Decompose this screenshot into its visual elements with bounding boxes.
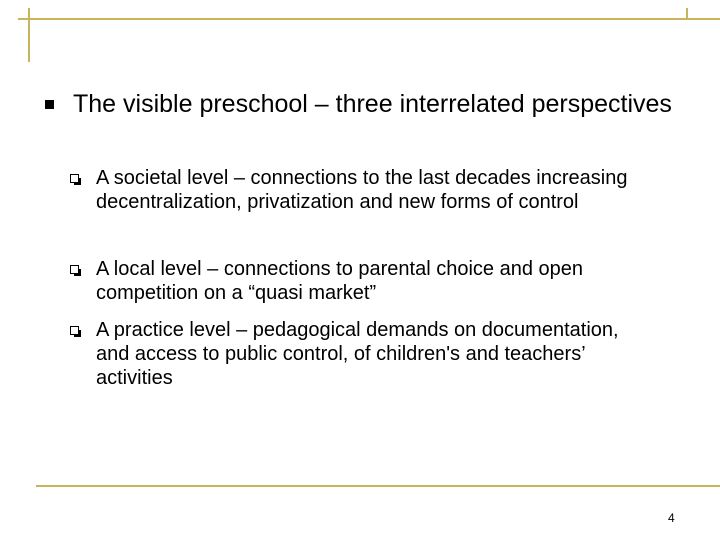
shadowed-square-bullet-icon xyxy=(70,265,79,274)
sub-point-societal: A societal level – connections to the last decades increasing decentralization, privatization and new forms of control xyxy=(96,167,628,213)
page-number: 4 xyxy=(668,511,675,525)
shadowed-square-bullet-icon xyxy=(70,174,79,183)
bottom-rule xyxy=(36,485,720,487)
sub-point-practice: A practice level – pedagogical demands on documentation, and access to public control, of children's and teachers’ activities xyxy=(96,319,619,389)
filled-square-bullet-icon xyxy=(45,100,54,109)
sub-point-local: A local level – connections to parental choice and open competition on a “quasi market” xyxy=(96,258,584,304)
shadowed-square-bullet-icon xyxy=(70,326,79,335)
slide-main-point: The visible preschool – three interrelated perspectives xyxy=(73,90,672,118)
